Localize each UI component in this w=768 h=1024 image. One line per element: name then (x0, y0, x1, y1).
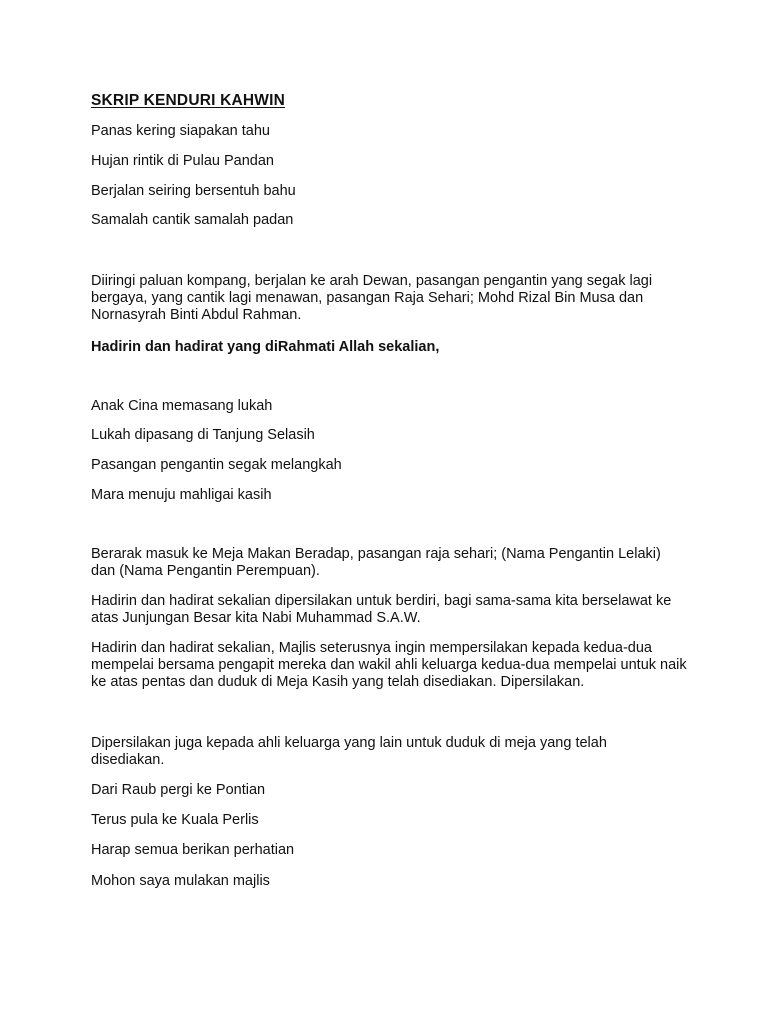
paragraph-selawat: Hadirin dan hadirat sekalian dipersilakan untuk berdiri, bagi sama-sama kita berselawat ke atas Junjungan Besar kita Nabi Muhammad S.A.W. (91, 593, 672, 626)
pantun3-line-3: Harap semua berikan perhatian (91, 842, 295, 858)
pantun1-line-4: Samalah cantik samalah padan (91, 212, 294, 228)
pantun1-line-2: Hujan rintik di Pulau Pandan (91, 153, 274, 169)
pantun3-line-4: Mohon saya mulakan majlis (91, 873, 270, 889)
intro-paragraph: Diiringi paluan kompang, berjalan ke arah Dewan, pasangan pengantin yang segak lagi bergaya, yang cantik lagi menawan, pasangan Raja Sehari; Mohd Rizal Bin Musa dan Nornasyrah Binti Abdul Rahman. (91, 273, 653, 323)
pantun1-line-1: Panas kering siapakan tahu (91, 123, 270, 139)
pantun2-line-3: Pasangan pengantin segak melangkah (91, 457, 342, 473)
paragraph-pentas: Hadirin dan hadirat sekalian, Majlis seterusnya ingin mempersilakan kepada kedua-dua mempelai bersama pengapit mereka dan wakil ahli keluarga kedua-dua mempelai untuk naik ke atas pentas dan duduk di Meja Kasih yang telah disediakan. Dipersilakan. (91, 640, 687, 690)
paragraph-keluarga: Dipersilakan juga kepada ahli keluarga yang lain untuk duduk di meja yang telah disediakan. (91, 735, 607, 768)
pantun2-line-1: Anak Cina memasang lukah (91, 398, 273, 414)
pantun3-line-1: Dari Raub pergi ke Pontian (91, 782, 266, 798)
greeting: Hadirin dan hadirat yang diRahmati Allah sekalian, (91, 339, 440, 355)
pantun1-line-3: Berjalan seiring bersentuh bahu (91, 183, 296, 199)
pantun3-line-2: Terus pula ke Kuala Perlis (91, 812, 259, 828)
pantun2-line-4: Mara menuju mahligai kasih (91, 487, 272, 503)
paragraph-berarak: Berarak masuk ke Meja Makan Beradap, pasangan raja sehari; (Nama Pengantin Lelaki) dan (Nama Pengantin Perempuan). (91, 546, 661, 579)
pantun2-line-2: Lukah dipasang di Tanjung Selasih (91, 427, 315, 443)
document-title: SKRIP KENDURI KAHWIN (91, 92, 286, 109)
